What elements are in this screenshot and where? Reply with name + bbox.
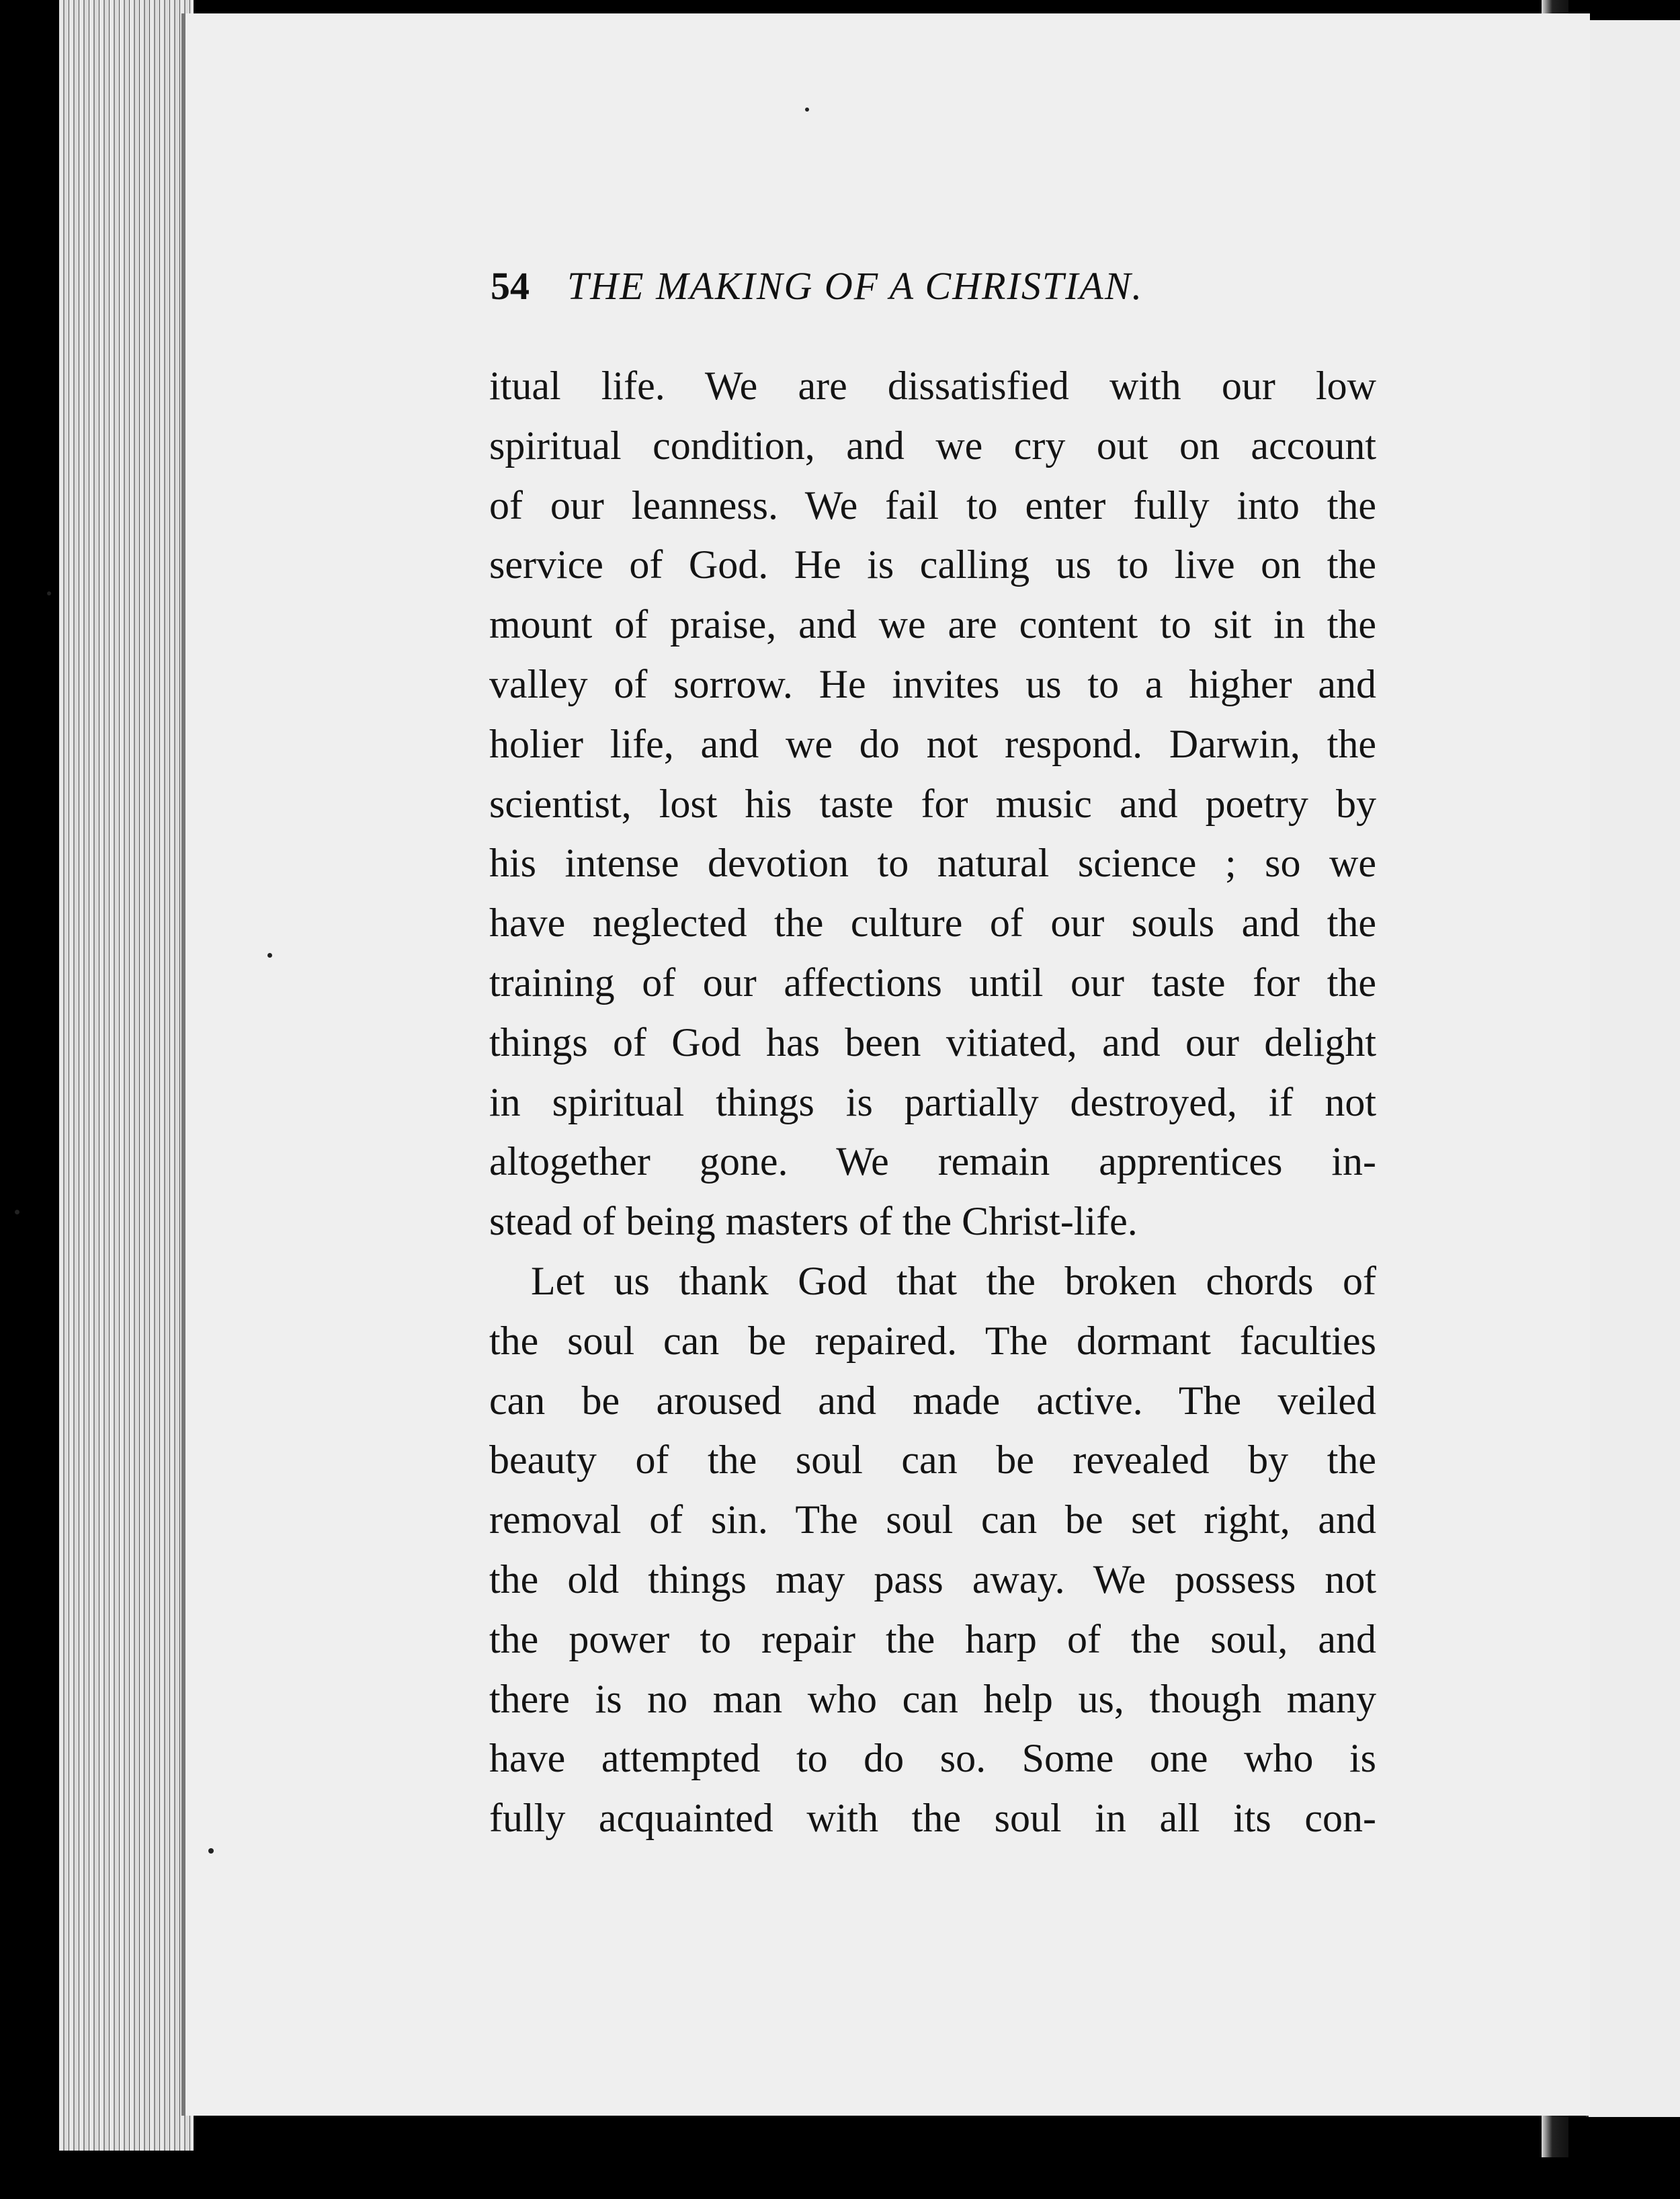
text-line: in spiritual things is partially destroyed, if not xyxy=(489,1079,1376,1124)
running-header xyxy=(491,263,1270,310)
text-line: stead of being masters of the Christ-life. xyxy=(489,1199,1138,1244)
dust-speck xyxy=(15,1210,19,1214)
text-line: have neglected the culture of our souls and the xyxy=(489,901,1376,946)
body-text xyxy=(489,356,1376,1848)
text-line: the old things may pass away. We possess not xyxy=(489,1557,1376,1602)
text-line: spiritual condition, and we cry out on account xyxy=(489,423,1376,468)
paragraph-first-line: Let us thank God that the broken chords of xyxy=(531,1258,1376,1303)
text-line: can be aroused and made active. The veiled xyxy=(489,1378,1376,1423)
text-line: mount of praise, and we are content to sit in the xyxy=(489,602,1376,647)
text-line: of our leanness. We fail to enter fully into the xyxy=(489,483,1376,528)
text-line: service of God. He is calling us to live on the xyxy=(489,542,1376,587)
text-line: beauty of the soul can be revealed by the xyxy=(489,1438,1376,1483)
text-line: altogether gone. We remain apprentices in- xyxy=(489,1139,1376,1184)
text-line: the power to repair the harp of the soul, and xyxy=(489,1616,1376,1661)
dust-speck xyxy=(267,953,272,958)
dust-speck xyxy=(47,591,51,595)
text-line: holier life, and we do not respond. Darwin, the xyxy=(489,721,1376,766)
text-line: fully acquainted with the soul in all its con- xyxy=(489,1796,1376,1841)
text-line: things of God has been vitiated, and our delight xyxy=(489,1020,1376,1065)
text-line: itual life. We are dissatisfied with our low xyxy=(489,364,1376,408)
facing-page-edge xyxy=(1586,20,1680,2117)
page-number: 54 xyxy=(491,264,530,308)
text-line: removal of sin. The soul can be set right, and xyxy=(489,1497,1376,1542)
text-line: valley of sorrow. He invites us to a higher and xyxy=(489,661,1376,706)
text-line: there is no man who can help us, though many xyxy=(489,1676,1376,1721)
text-line: his intense devotion to natural science ; so we xyxy=(489,841,1376,886)
text-line: have attempted to do so. Some one who is xyxy=(489,1736,1376,1781)
text-line: scientist, lost his taste for music and poetry by xyxy=(489,781,1376,826)
dust-speck xyxy=(805,108,809,112)
dust-speck xyxy=(208,1848,214,1854)
text-line: training of our affections until our taste for the xyxy=(489,960,1376,1005)
book-title: THE MAKING OF A CHRISTIAN. xyxy=(567,264,1144,308)
page-edges xyxy=(59,0,194,2151)
text-line: the soul can be repaired. The dormant faculties xyxy=(489,1318,1376,1363)
